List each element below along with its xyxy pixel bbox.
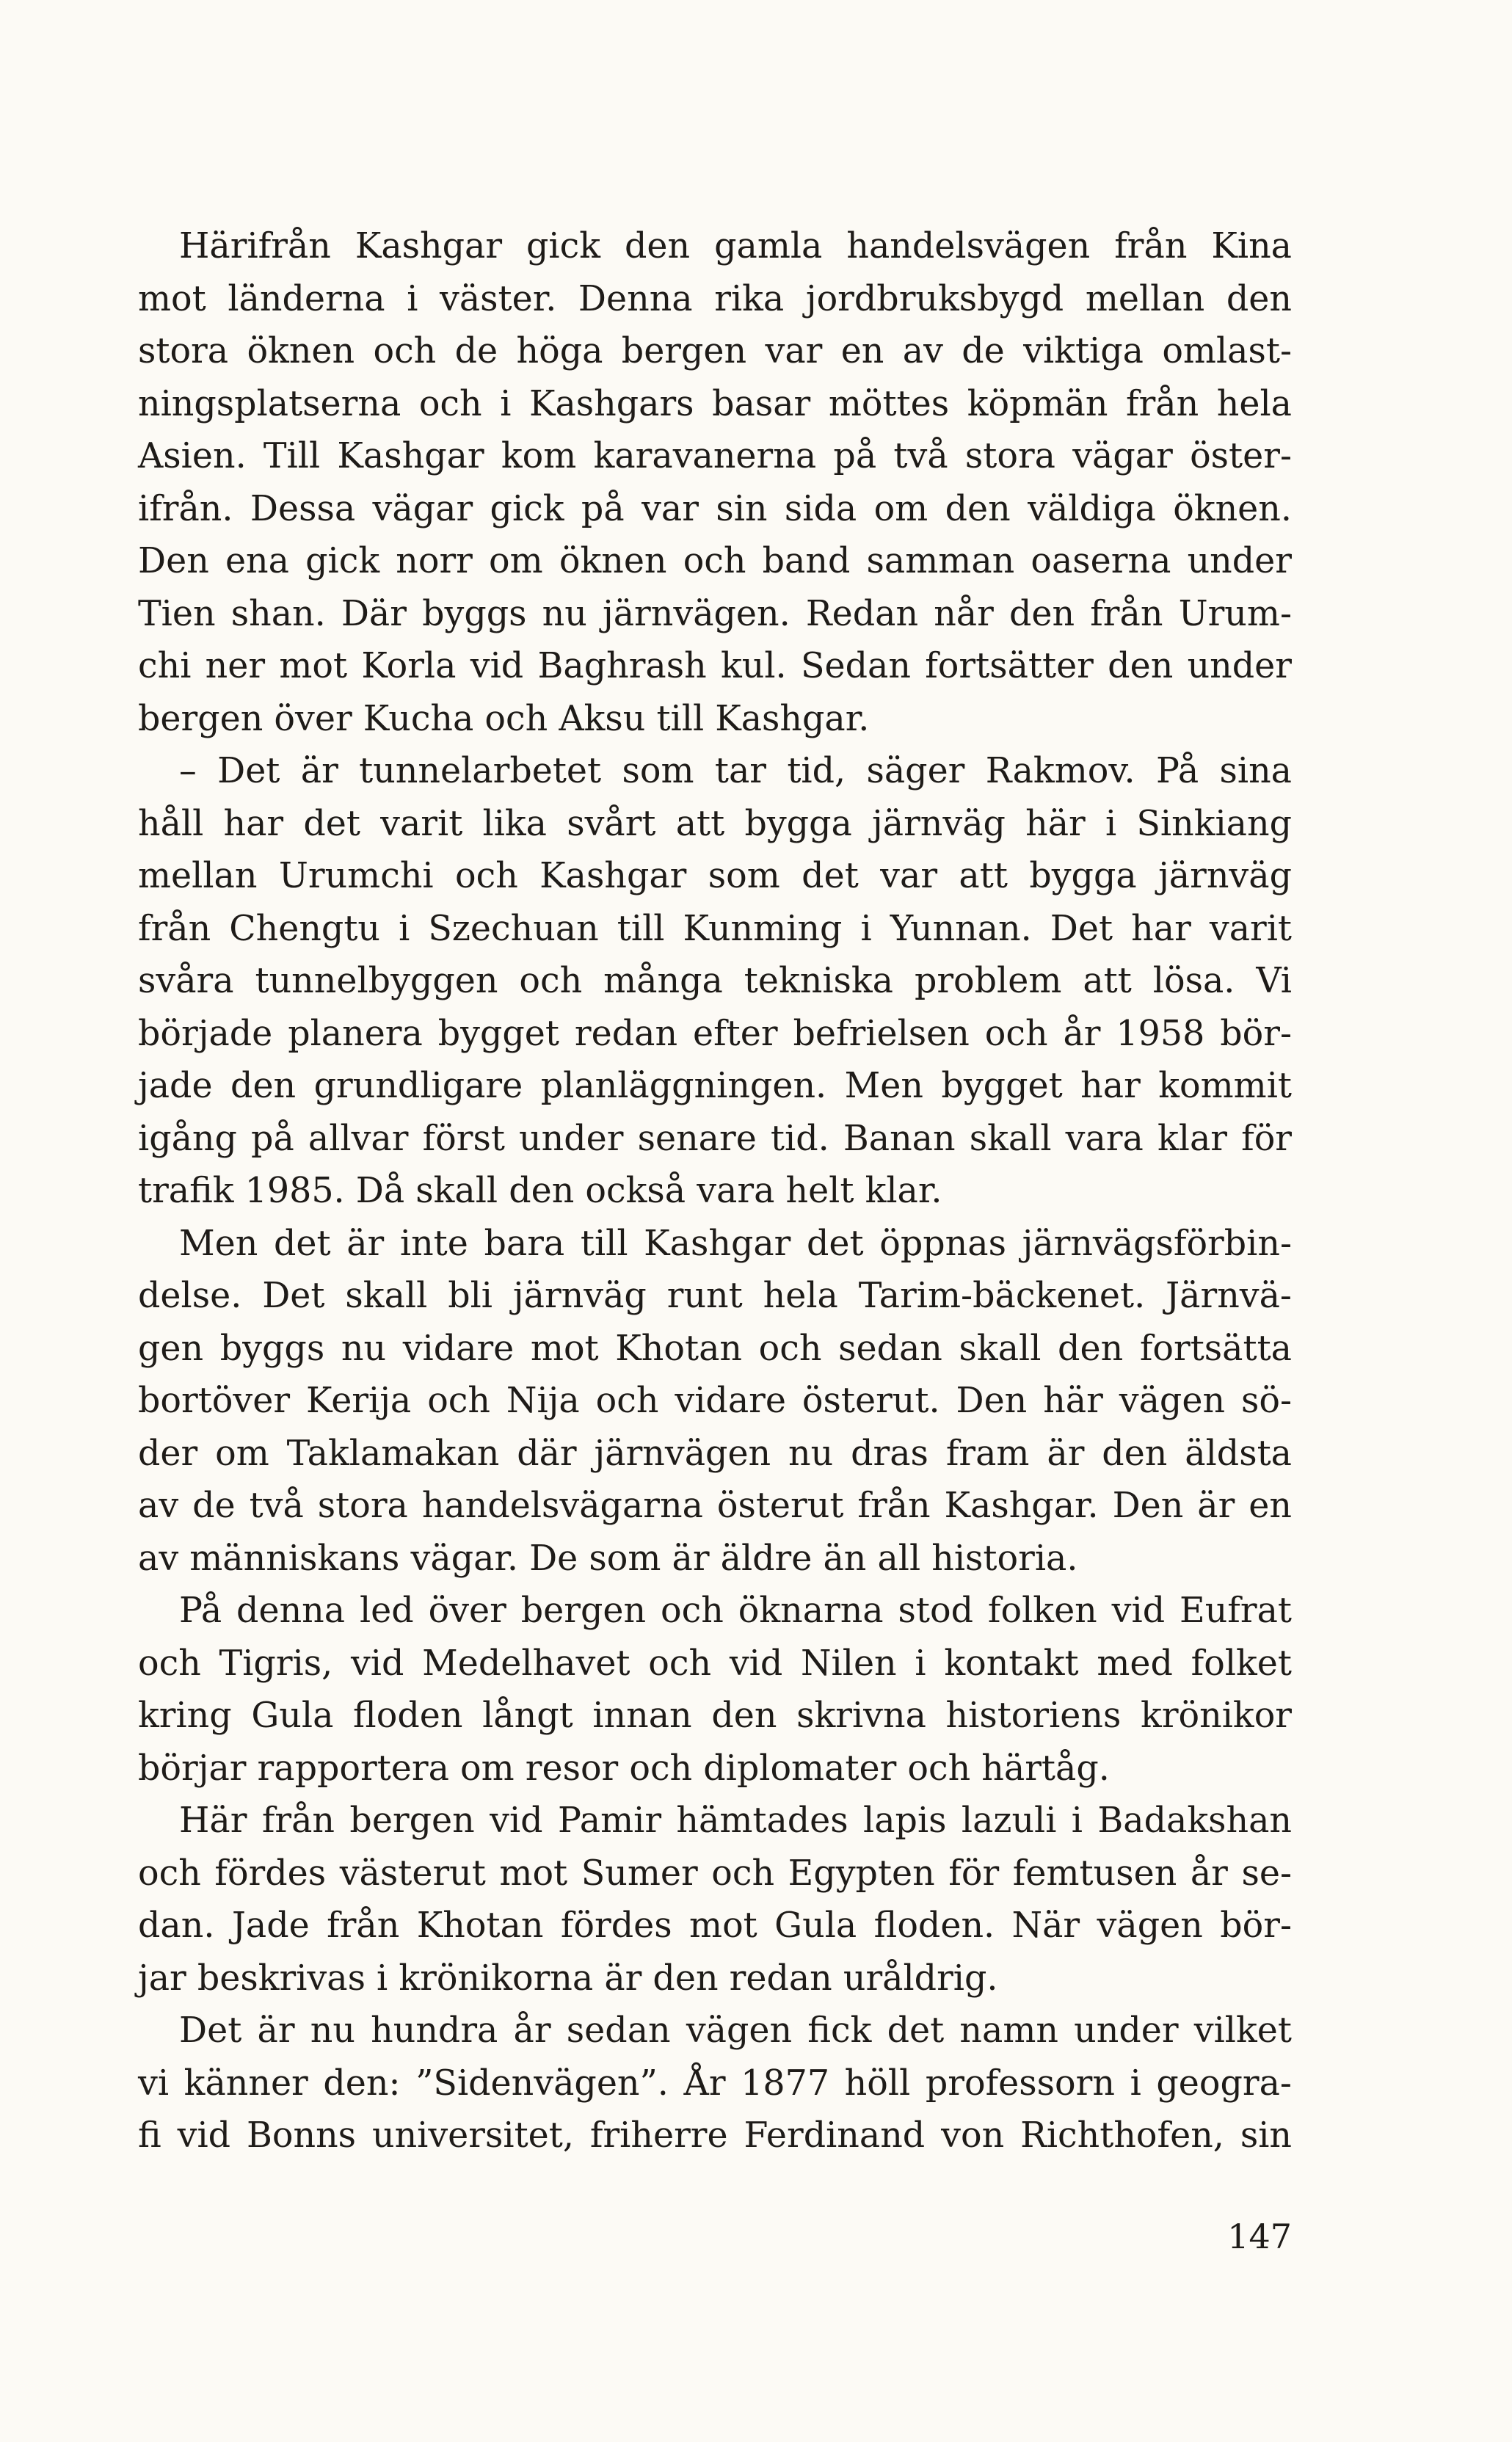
text-line: jar beskrivas i krönikorna är den redan uråldrig. xyxy=(138,1958,998,1999)
text-line: ifrån. Dessa vägar gick på var sin sida om den väldiga öknen. xyxy=(138,488,1292,529)
text-line: började planera bygget redan efter befrielsen och år 1958 bör- xyxy=(138,1013,1292,1054)
page-number: 147 xyxy=(1227,2217,1292,2256)
text-line: der om Taklamakan där järnvägen nu dras fram är den äldsta xyxy=(138,1433,1292,1474)
text-line: av de två stora handelsvägarna österut från Kashgar. Den är en xyxy=(138,1486,1292,1526)
text-line: håll har det varit lika svårt att bygga järnväg här i Sinkiang xyxy=(138,803,1292,844)
text-line: Här från bergen vid Pamir hämtades lapis lazuli i Badakshan xyxy=(179,1800,1292,1841)
text-line: börjar rapportera om resor och diplomater och härtåg. xyxy=(138,1748,1110,1789)
text-line: svåra tunnelbyggen och många tekniska problem att lösa. Vi xyxy=(138,961,1292,1001)
text-line: jade den grundligare planläggningen. Men bygget har kommit xyxy=(138,1066,1292,1106)
text-line: På denna led över bergen och öknarna stod folken vid Eufrat xyxy=(179,1591,1292,1631)
text-line: och Tigris, vid Medelhavet och vid Nilen i kontakt med folket xyxy=(138,1643,1292,1684)
text-line: mot länderna i väster. Denna rika jordbruksbygd mellan den xyxy=(138,278,1292,319)
text-line: gen byggs nu vidare mot Khotan och sedan skall den fortsätta xyxy=(138,1328,1292,1369)
text-line: fi vid Bonns universitet, friherre Ferdinand von Richthofen, sin xyxy=(138,2115,1292,2156)
text-line: dan. Jade från Khotan fördes mot Gula floden. När vägen bör- xyxy=(138,1905,1292,1946)
body-text xyxy=(138,220,1292,2162)
text-line: – Det är tunnelarbetet som tar tid, säger Rakmov. På sina xyxy=(179,751,1292,791)
text-line: Den ena gick norr om öknen och band samman oaserna under xyxy=(138,541,1292,581)
text-line: bortöver Kerija och Nija och vidare österut. Den här vägen sö- xyxy=(138,1381,1292,1421)
text-line: av människans vägar. De som är äldre än all historia. xyxy=(138,1538,1078,1579)
text-line: Men det är inte bara till Kashgar det öppnas järnvägsförbin- xyxy=(179,1223,1292,1264)
text-line: från Chengtu i Szechuan till Kunming i Yunnan. Det har varit xyxy=(138,908,1292,949)
text-line: mellan Urumchi och Kashgar som det var att bygga järnväg xyxy=(138,856,1292,896)
text-line: Asien. Till Kashgar kom karavanerna på två stora vägar öster- xyxy=(138,436,1292,476)
text-line: kring Gula floden långt innan den skrivna historiens krönikor xyxy=(138,1696,1292,1736)
text-line: Det är nu hundra år sedan vägen fick det namn under vilket xyxy=(179,2010,1292,2051)
text-line: trafik 1985. Då skall den också vara helt klar. xyxy=(138,1171,942,1211)
text-line: ningsplatserna och i Kashgars basar möttes köpmän från hela xyxy=(138,383,1292,424)
text-line: chi ner mot Korla vid Baghrash kul. Sedan fortsätter den under xyxy=(138,646,1292,686)
text-line: delse. Det skall bli järnväg runt hela Tarim-bäckenet. Järnvä- xyxy=(138,1276,1292,1316)
text-line: Tien shan. Där byggs nu järnvägen. Redan når den från Urum- xyxy=(138,593,1292,634)
text-line: och fördes västerut mot Sumer och Egypten för femtusen år se- xyxy=(138,1853,1292,1894)
text-line: igång på allvar först under senare tid. Banan skall vara klar för xyxy=(138,1118,1292,1159)
text-line: bergen över Kucha och Aksu till Kashgar. xyxy=(138,698,870,739)
text-line: Härifrån Kashgar gick den gamla handelsvägen från Kina xyxy=(179,226,1292,266)
text-line: vi känner den: ”Sidenvägen”. År 1877 höll professorn i geogra- xyxy=(138,2063,1292,2104)
text-line: stora öknen och de höga bergen var en av de viktiga omlast- xyxy=(138,331,1292,371)
